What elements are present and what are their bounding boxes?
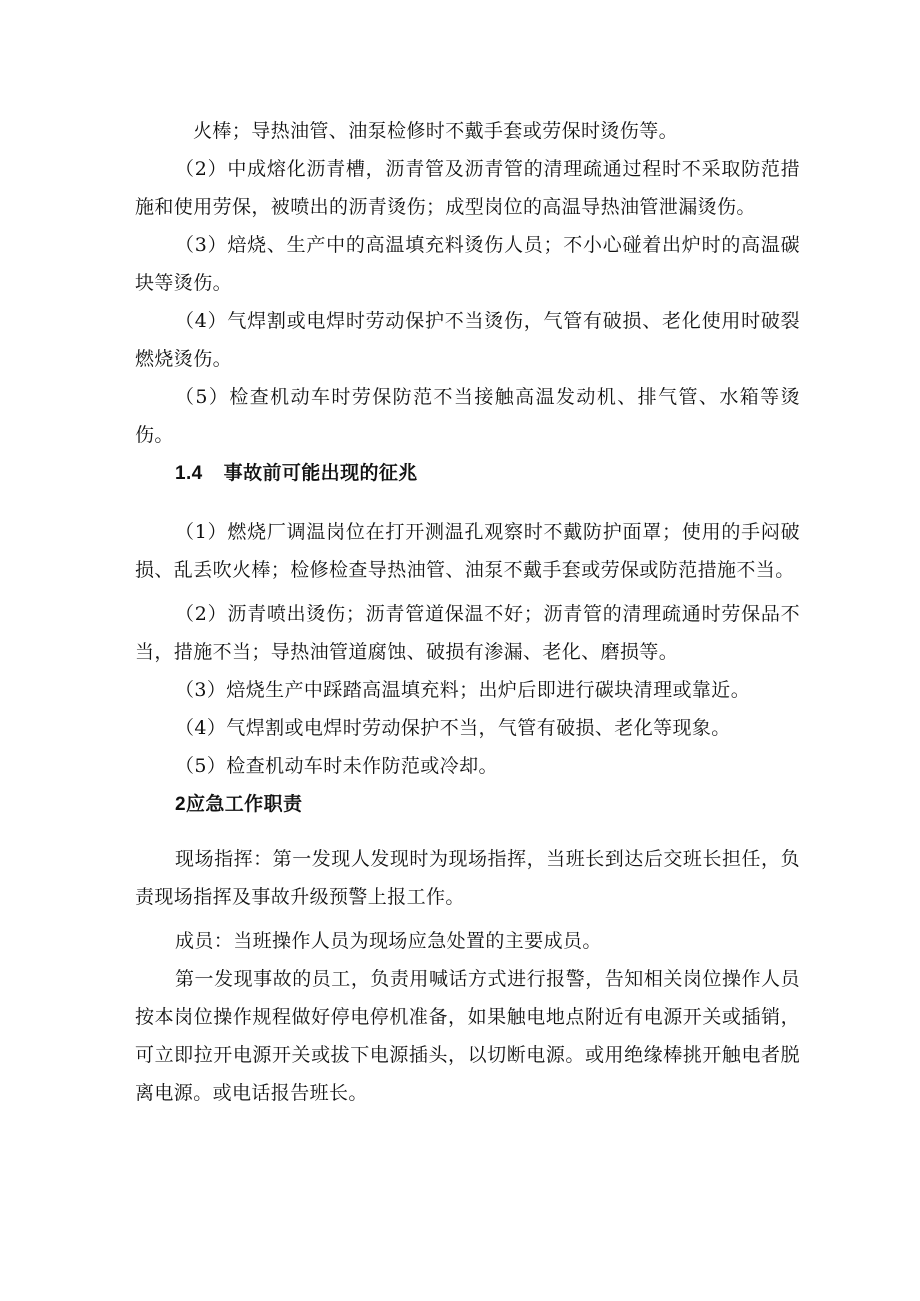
section-number: 1.4 — [175, 463, 203, 484]
paragraph-item-3: （3）焙烧、生产中的高温填充料烫伤人员；不小心碰着出炉时的高温碳块等烫伤。 — [135, 234, 800, 294]
section-title: 应急工作职责 — [185, 793, 303, 815]
duty-field-commander: 现场指挥：第一发现人发现时为现场指挥，当班长到达后交班长担任，负责现场指挥及事故升级预警上报工作。 — [135, 848, 800, 908]
paragraph-item-5: （5）检查机动车时劳保防范不当接触高温发动机、排气管、水箱等烫伤。 — [135, 386, 800, 446]
section-title: 事故前可能出现的征兆 — [223, 462, 418, 484]
duty-first-discoverer: 第一发现事故的员工，负责用喊话方式进行报警，告知相关岗位操作人员按本岗位操作规程做好停电停机准备，如果触电地点附近有电源开关或插销，可立即拉开电源开关或拔下电源插头，以切断电源。或用绝缘棒挑开触电者脱离电源。或电话报告班长。 — [135, 968, 800, 1104]
document-body — [135, 112, 800, 1112]
sign-item-3: （3）焙烧生产中踩踏高温填充料；出炉后即进行碳块清理或靠近。 — [175, 679, 751, 701]
section-heading-1-4 — [135, 454, 800, 493]
paragraph-item-2: （2）中成熔化沥青槽，沥青管及沥青管的清理疏通过程时不采取防范措施和使用劳保，被喷出的沥青烫伤；成型岗位的高温导热油管泄漏烫伤。 — [135, 158, 800, 218]
section-number: 2 — [175, 794, 186, 815]
duty-members: 成员：当班操作人员为现场应急处置的主要成员。 — [175, 930, 602, 952]
sign-item-2: （2）沥青喷出烫伤；沥青管道保温不好；沥青管的清理疏通时劳保品不当，措施不当；导热油管道腐蚀、破损有渗漏、老化、磨损等。 — [135, 603, 800, 663]
sign-item-4: （4）气焊割或电焊时劳动保护不当，气管有破损、老化等现象。 — [175, 717, 731, 739]
paragraph-item-4: （4）气焊割或电焊时劳动保护不当烫伤，气管有破损、老化使用时破裂燃烧烫伤。 — [135, 310, 800, 370]
section-heading-2 — [135, 785, 800, 824]
sign-item-1: （1）燃烧厂调温岗位在打开测温孔观察时不戴防护面罩；使用的手闷破损、乱丢吹火棒；检修检查导热油管、油泵不戴手套或劳保或防范措施不当。 — [135, 521, 800, 581]
paragraph-continuation: 火棒；导热油管、油泵检修时不戴手套或劳保时烫伤等。 — [193, 120, 679, 142]
sign-item-5: （5）检查机动车时未作防范或冷却。 — [175, 755, 498, 777]
